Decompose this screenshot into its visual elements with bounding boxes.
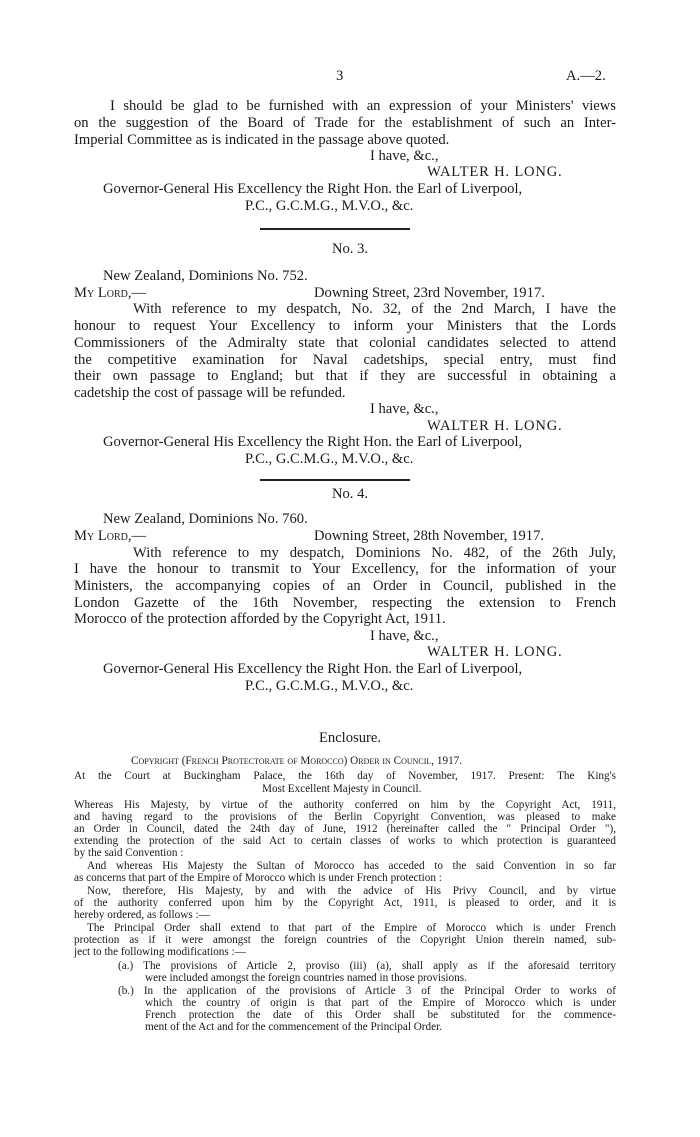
order-line: of the authority conferred upon him by the Copyright Act, 1911, is pleased to order, and it is <box>74 897 616 909</box>
order-line: were included amongst the foreign countries named in those provisions. <box>145 972 467 984</box>
order-line: Now, therefore, His Majesty, by and with the advice of His Privy Council, and by virtue <box>87 885 616 897</box>
enclosure-title: Copyright (French Protectorate of Morocco) Order in Council, 1917. <box>131 755 463 767</box>
order-line: hereby ordered, as follows :— <box>74 909 210 921</box>
section-divider <box>260 228 410 230</box>
despatch-date: Downing Street, 23rd November, 1917. <box>314 285 545 301</box>
closing: I have, &c., <box>370 628 439 644</box>
addressee-line: Governor-General His Excellency the Right Hon. the Earl of Liverpool, <box>103 661 523 677</box>
body-line: London Gazette of the 16th November, respecting the extension to French <box>74 595 616 611</box>
body-line: I have the honour to transmit to Your Excellency, for the information of your <box>74 561 616 577</box>
order-line: protection as if it were amongst the foreign countries of the Copyright Union therein named, sub- <box>74 934 616 946</box>
enclosure-heading: Enclosure. <box>318 730 381 746</box>
body-line: Ministers, the accompanying copies of an Order in Council, published in the <box>74 578 616 594</box>
despatch-heading: No. 3. <box>331 241 369 257</box>
order-line: ject to the following modifications :— <box>74 946 246 958</box>
body-line: cadetship the cost of passage will be refunded. <box>74 385 346 401</box>
closing: I have, &c., <box>370 148 439 164</box>
signature: WALTER H. LONG. <box>427 164 563 180</box>
despatch-reference: New Zealand, Dominions No. 752. <box>103 268 308 284</box>
order-line: The Principal Order shall extend to that part of the Empire of Morocco which is under French <box>87 922 616 934</box>
court-line: At the Court at Buckingham Palace, the 16th day of November, 1917. Present: The King's <box>74 770 616 782</box>
body-line: Morocco of the protection afforded by the Copyright Act, 1911. <box>74 611 446 627</box>
order-line: ment of the Act and for the commencement of the Principal Order. <box>145 1021 442 1033</box>
body-line: I should be glad to be furnished with an expression of your Ministers' views <box>110 98 616 114</box>
despatch-date: Downing Street, 28th November, 1917. <box>314 528 545 544</box>
signature: WALTER H. LONG. <box>427 418 563 434</box>
order-line: by the said Convention : <box>74 847 184 859</box>
order-line: French protection the date of this Order shall be substituted for the commence- <box>145 1009 616 1021</box>
despatch-reference: New Zealand, Dominions No. 760. <box>103 511 308 527</box>
document-reference: A.—2. <box>566 68 606 84</box>
order-line: extending the protection of the said Act to certain classes of works to which protection is guaranteed <box>74 835 616 847</box>
order-line: an Order in Council, dated the 24th day of June, 1912 (hereinafter called the " Principal Order "), <box>74 823 616 835</box>
addressee-line: Governor-General His Excellency the Right Hon. the Earl of Liverpool, <box>103 181 523 197</box>
body-line: the competitive examination for Naval cadetships, special entry, must find <box>74 352 616 368</box>
section-divider <box>260 479 410 481</box>
body-line: honour to request Your Excellency to inform your Ministers that the Lords <box>74 318 616 334</box>
salutation: My Lord,— <box>74 528 147 544</box>
addressee-line: P.C., G.C.M.G., M.V.O., &c. <box>245 198 414 214</box>
page-number: 3 <box>336 68 344 84</box>
salutation: My Lord,— <box>74 285 147 301</box>
signature: WALTER H. LONG. <box>427 644 563 660</box>
order-line: (b.) In the application of the provisions of Article 3 of the Principal Order to works of <box>118 985 616 997</box>
body-line: Imperial Committee as is indicated in the passage above quoted. <box>74 132 450 148</box>
order-line: which the country of origin is that part of the Empire of Morocco which is under <box>145 997 616 1009</box>
body-line: their own passage to England; but that if they are successful in obtaining a <box>74 368 616 384</box>
addressee-line: P.C., G.C.M.G., M.V.O., &c. <box>245 451 414 467</box>
body-line: Commissioners of the Admiralty state that colonial candidates selected to attend <box>74 335 616 351</box>
body-line: on the suggestion of the Board of Trade for the establishment of such an Inter- <box>74 115 616 131</box>
court-line: Most Excellent Majesty in Council. <box>262 783 422 795</box>
order-line: Whereas His Majesty, by virtue of the authority conferred on him by the Copyright Act, 1911, <box>74 799 616 811</box>
order-line: And whereas His Majesty the Sultan of Morocco has acceded to the said Convention in so far <box>87 860 616 872</box>
addressee-line: Governor-General His Excellency the Right Hon. the Earl of Liverpool, <box>103 434 523 450</box>
body-line: With reference to my despatch, No. 32, of the 2nd March, I have the <box>133 301 616 317</box>
addressee-line: P.C., G.C.M.G., M.V.O., &c. <box>245 678 414 694</box>
order-line: (a.) The provisions of Article 2, proviso (iii) (a), shall apply as if the aforesaid territory <box>118 960 616 972</box>
order-line: and having regard to the provisions of the Berlin Copyright Convention, was pleased to make <box>74 811 616 823</box>
closing: I have, &c., <box>370 401 439 417</box>
despatch-heading: No. 4. <box>331 486 369 502</box>
body-line: With reference to my despatch, Dominions No. 482, of the 26th July, <box>133 545 616 561</box>
order-line: as concerns that part of the Empire of Morocco which is under French protection : <box>74 872 442 884</box>
